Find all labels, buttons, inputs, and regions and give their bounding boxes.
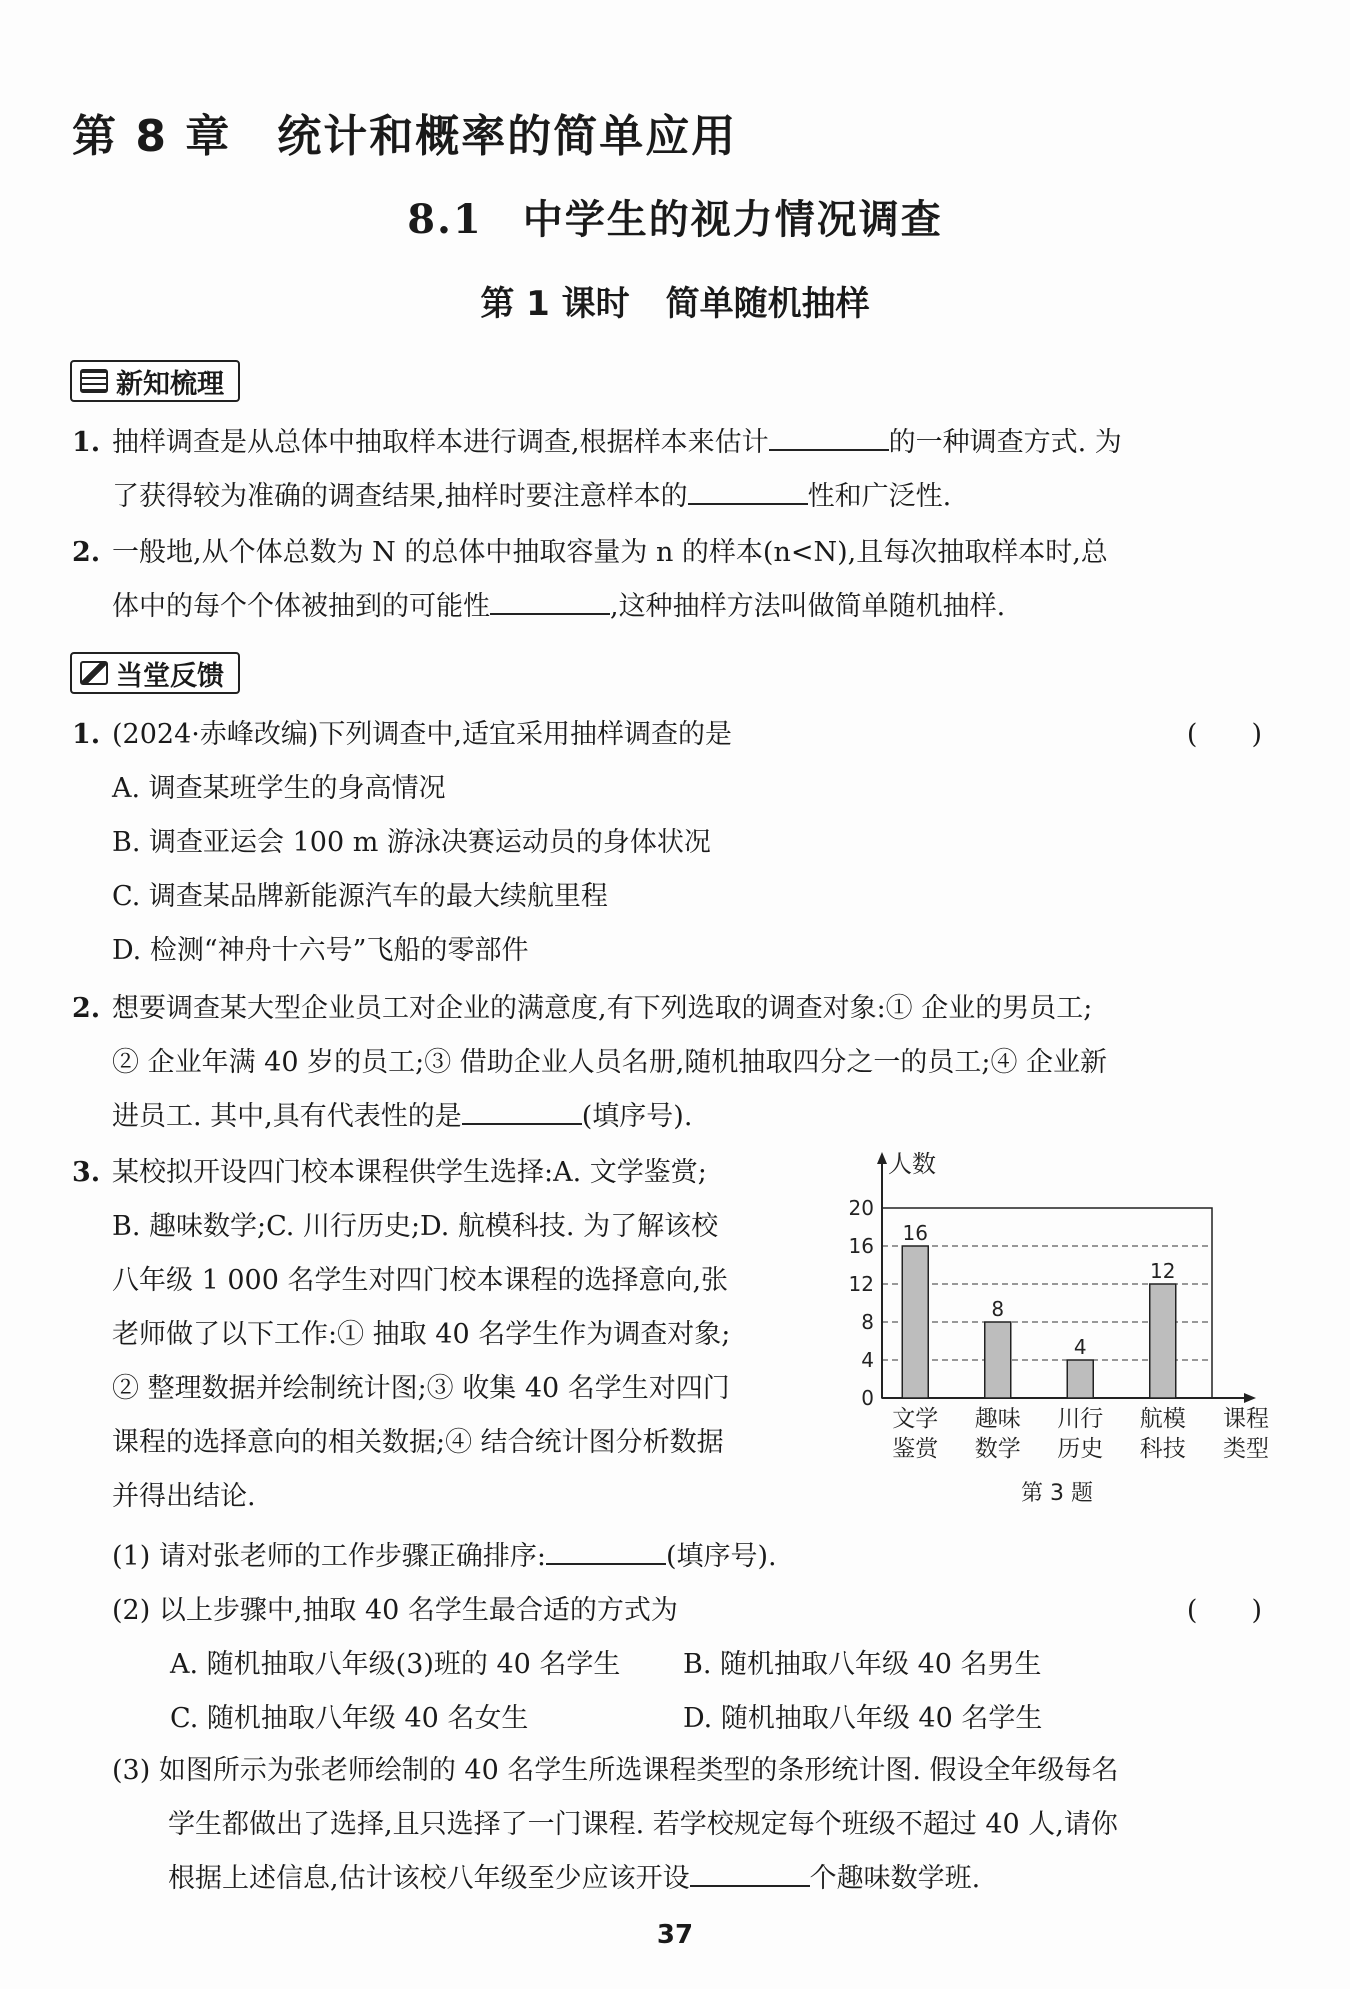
answer-paren[interactable]: ( ) (1186, 719, 1262, 750)
feedback-label: 当堂反馈 (116, 660, 224, 692)
question-text: (填序号). (581, 1101, 693, 1132)
x-tick-label: 科技 (1139, 1436, 1186, 1462)
answer-blank[interactable] (462, 1097, 582, 1125)
knowledge-item-2 (72, 526, 1262, 634)
bar-value-label: 16 (902, 1221, 928, 1245)
question-3-stem (72, 1146, 832, 1524)
answer-blank[interactable] (769, 423, 889, 451)
bar (1067, 1360, 1093, 1398)
x-tick-label: 鉴赏 (892, 1436, 939, 1462)
sub2-option-d[interactable]: D. 随机抽取八年级 40 名学生 (683, 1703, 1043, 1734)
y-tick-label: 4 (861, 1348, 874, 1372)
question-number: 2. (72, 993, 101, 1024)
x-tick-label: 川行 (1057, 1406, 1104, 1432)
section-name: 中学生的视力情况调查 (522, 196, 943, 243)
bar (1150, 1284, 1176, 1398)
x-tick-label: 历史 (1057, 1436, 1104, 1462)
sub-question-3 (72, 1744, 1262, 1906)
question-text: 想要调查某大型企业员工对企业的满意度,有下列选取的调查对象:① 企业的男员工; (112, 993, 1093, 1024)
question-number: 3. (72, 1157, 101, 1188)
x-axis-arrow (1244, 1393, 1256, 1403)
text: 的一种调查方式. 为 (888, 427, 1122, 458)
y-tick-label: 20 (848, 1196, 874, 1220)
question-text: B. 趣味数学;C. 川行历史;D. 航模科技. 为了解该校 (112, 1211, 719, 1242)
question-number: 1. (72, 719, 101, 750)
text: ,这种抽样方法叫做简单随机抽样. (610, 591, 1006, 622)
sub-question-2: (2) 以上步骤中,抽取 40 名学生最合适的方式为 (112, 1595, 678, 1626)
bar-value-label: 4 (1073, 1335, 1087, 1359)
item-number: 1. (72, 427, 101, 458)
page-number: 37 (656, 1920, 694, 1950)
option-d[interactable]: D. 检测“神舟十六号”飞船的零部件 (112, 935, 529, 966)
chart-caption: 第 3 题 (1021, 1481, 1093, 1506)
question-text: ② 整理数据并绘制统计图;③ 收集 40 名学生对四门 (112, 1373, 730, 1404)
lesson-title (0, 276, 1350, 325)
bar-value-label: 8 (991, 1297, 1005, 1321)
question-text: (2024·赤峰改编)下列调查中,适宜采用抽样调查的是 (112, 719, 732, 750)
answer-blank[interactable] (546, 1537, 666, 1565)
y-axis-label: 人数 (888, 1150, 936, 1178)
section-title (0, 188, 1350, 245)
x-tick-label: 趣味 (974, 1406, 1021, 1432)
lesson-number: 第 1 课时 (480, 284, 630, 324)
option-b[interactable]: B. 调查亚运会 100 m 游泳决赛运动员的身体状况 (112, 827, 711, 858)
text: 学生都做出了选择,且只选择了一门课程. 若学校规定每个班级不超过 40 人,请你 (168, 1809, 1118, 1840)
answer-blank[interactable] (490, 587, 610, 615)
item-number: 2. (72, 537, 101, 568)
text: 抽样调查是从总体中抽取样本进行调查,根据样本来估计 (112, 427, 769, 458)
chapter-number: 第 8 章 (72, 111, 232, 162)
pencil-icon (80, 661, 108, 685)
text: 根据上述信息,估计该校八年级至少应该开设 (168, 1863, 690, 1894)
x-axis-label: 类型 (1223, 1436, 1269, 1462)
section-number: 8.1 (407, 196, 483, 243)
text: (填序号). (665, 1541, 777, 1572)
lesson-name: 简单随机抽样 (665, 284, 870, 324)
question-text: 某校拟开设四门校本课程供学生选择:A. 文学鉴赏; (112, 1157, 707, 1188)
question-text: 老师做了以下工作:① 抽取 40 名学生作为调查对象; (112, 1319, 731, 1350)
question-text: 课程的选择意向的相关数据;④ 结合统计图分析数据 (112, 1427, 724, 1458)
bar-chart (830, 1150, 1270, 1510)
question-text: 八年级 1 000 名学生对四门校本课程的选择意向,张 (112, 1265, 729, 1296)
answer-blank[interactable] (688, 477, 808, 505)
sub2-option-c[interactable]: C. 随机抽取八年级 40 名女生 (170, 1703, 529, 1734)
sub2-option-a[interactable]: A. 随机抽取八年级(3)班的 40 名学生 (170, 1649, 621, 1680)
x-tick-label: 航模 (1139, 1406, 1186, 1432)
new-knowledge-tag (70, 360, 240, 402)
option-a[interactable]: A. 调查某班学生的身高情况 (112, 773, 446, 804)
text: 个趣味数学班. (809, 1863, 981, 1894)
knowledge-item-1 (72, 416, 1262, 524)
notebook-icon (80, 369, 108, 393)
bar-value-label: 12 (1150, 1259, 1176, 1283)
text: 了获得较为准确的调查结果,抽样时要注意样本的 (112, 481, 688, 512)
y-tick-label: 12 (848, 1272, 874, 1296)
bar (985, 1322, 1011, 1398)
text: 一般地,从个体总数为 N 的总体中抽取容量为 n 的样本(n<N),且每次抽取样本时,总 (112, 537, 1108, 568)
sub-question-1: (1) 请对张老师的工作步骤正确排序: (112, 1541, 546, 1572)
x-tick-label: 数学 (974, 1436, 1021, 1462)
y-axis-arrow (877, 1152, 887, 1164)
sub2-option-b[interactable]: B. 随机抽取八年级 40 名男生 (683, 1649, 1042, 1680)
question-text: 进员工. 其中,具有代表性的是 (112, 1101, 462, 1132)
y-tick-label: 0 (861, 1386, 874, 1410)
option-c[interactable]: C. 调查某品牌新能源汽车的最大续航里程 (112, 881, 608, 912)
text: 体中的每个个体被抽到的可能性 (112, 591, 490, 622)
question-1 (72, 708, 1262, 978)
answer-blank[interactable] (690, 1859, 810, 1887)
x-axis-label: 课程 (1223, 1406, 1269, 1432)
question-2 (72, 982, 1262, 1144)
chapter-name: 统计和概率的简单应用 (277, 111, 738, 162)
x-tick-label: 文学 (892, 1406, 939, 1432)
new-knowledge-label: 新知梳理 (116, 368, 224, 400)
question-text: ② 企业年满 40 岁的员工;③ 借助企业人员名册,随机抽取四分之一的员工;④ 企业新 (112, 1047, 1108, 1078)
text: (3) 如图所示为张老师绘制的 40 名学生所选课程类型的条形统计图. 假设全年级每名 (112, 1755, 1119, 1786)
text: 性和广泛性. (807, 481, 952, 512)
question-text: 并得出结论. (112, 1481, 256, 1512)
feedback-tag (70, 652, 240, 694)
question-3-parts (72, 1530, 1262, 1638)
y-tick-label: 8 (861, 1310, 874, 1334)
bar (902, 1246, 928, 1398)
answer-paren[interactable]: ( ) (1186, 1595, 1262, 1626)
chapter-title (72, 100, 737, 164)
y-tick-label: 16 (848, 1234, 874, 1258)
